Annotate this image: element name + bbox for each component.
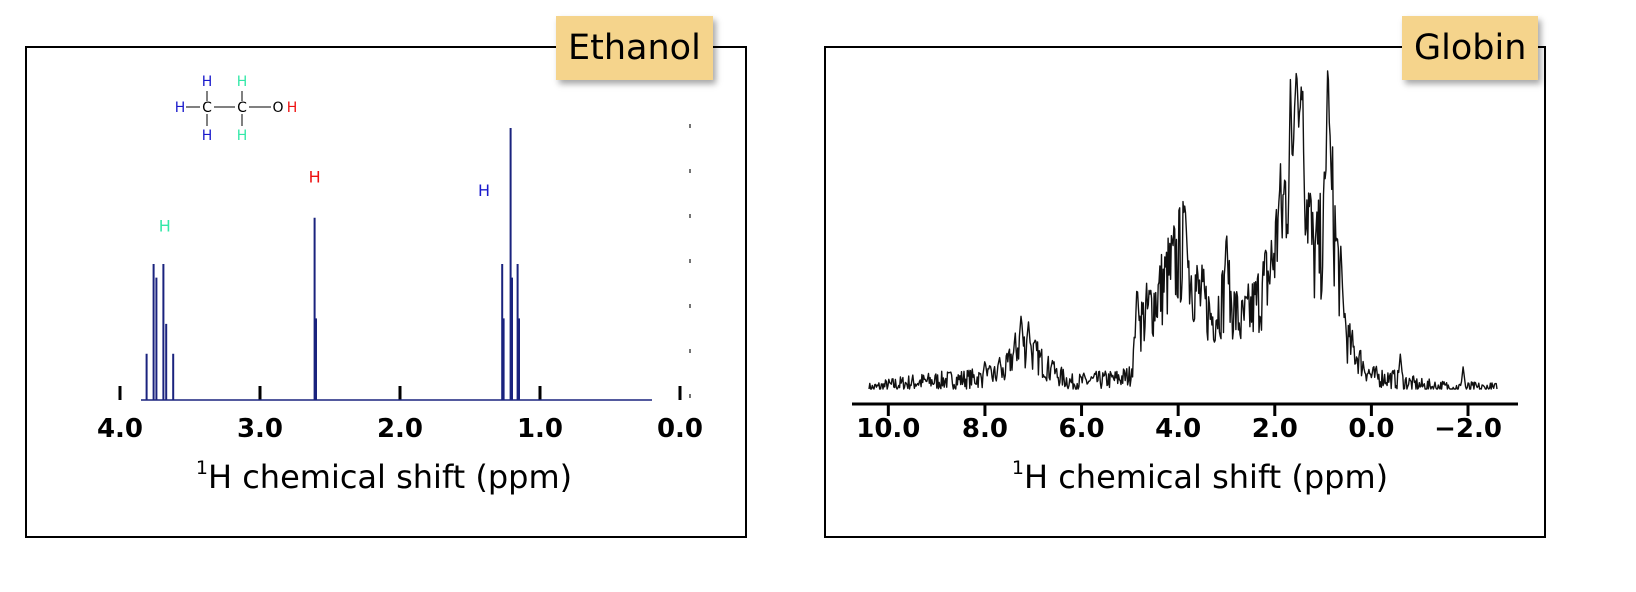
x-tick-label: 2.0 bbox=[376, 414, 424, 444]
molecule-atom: H bbox=[286, 100, 298, 116]
globin-title-tag: Globin bbox=[1402, 16, 1538, 80]
ethanol-structure bbox=[175, 74, 298, 144]
x-tick-label: 4.0 bbox=[1155, 414, 1202, 444]
x-tick-label: −2.0 bbox=[1434, 414, 1502, 444]
peak-assignment-label: H bbox=[308, 167, 321, 187]
x-tick-label: 0.0 bbox=[656, 414, 704, 444]
x-tick-label: 8.0 bbox=[961, 414, 1008, 444]
peak-assignment-label: H bbox=[477, 181, 491, 200]
x-tick-label: 2.0 bbox=[1251, 414, 1298, 444]
x-tick-label: 10.0 bbox=[856, 414, 921, 444]
molecule-atom: C bbox=[237, 100, 247, 116]
x-tick-label: 4.0 bbox=[96, 414, 144, 444]
x-tick-label: 3.0 bbox=[236, 414, 284, 444]
molecule-atom: H bbox=[236, 74, 248, 90]
peak-assignment-label: H bbox=[158, 216, 171, 236]
x-axis-label: $^1$H chemical shift (ppm) bbox=[1011, 457, 1389, 496]
molecule-atom: H bbox=[201, 74, 213, 90]
molecule-atom: H bbox=[174, 100, 186, 116]
x-tick-label: 1.0 bbox=[516, 414, 564, 444]
molecule-atom: H bbox=[201, 128, 213, 144]
x-axis-label: $^1$H chemical shift (ppm) bbox=[195, 457, 573, 496]
molecule-atom: H bbox=[236, 128, 248, 144]
spectrum-line bbox=[869, 71, 1497, 389]
x-tick-label: 0.0 bbox=[1348, 414, 1395, 444]
molecule-atom: O bbox=[272, 100, 284, 116]
molecule-atom: C bbox=[202, 100, 212, 116]
x-tick-label: 6.0 bbox=[1058, 414, 1105, 444]
ethanol-title-tag: Ethanol bbox=[556, 16, 713, 80]
